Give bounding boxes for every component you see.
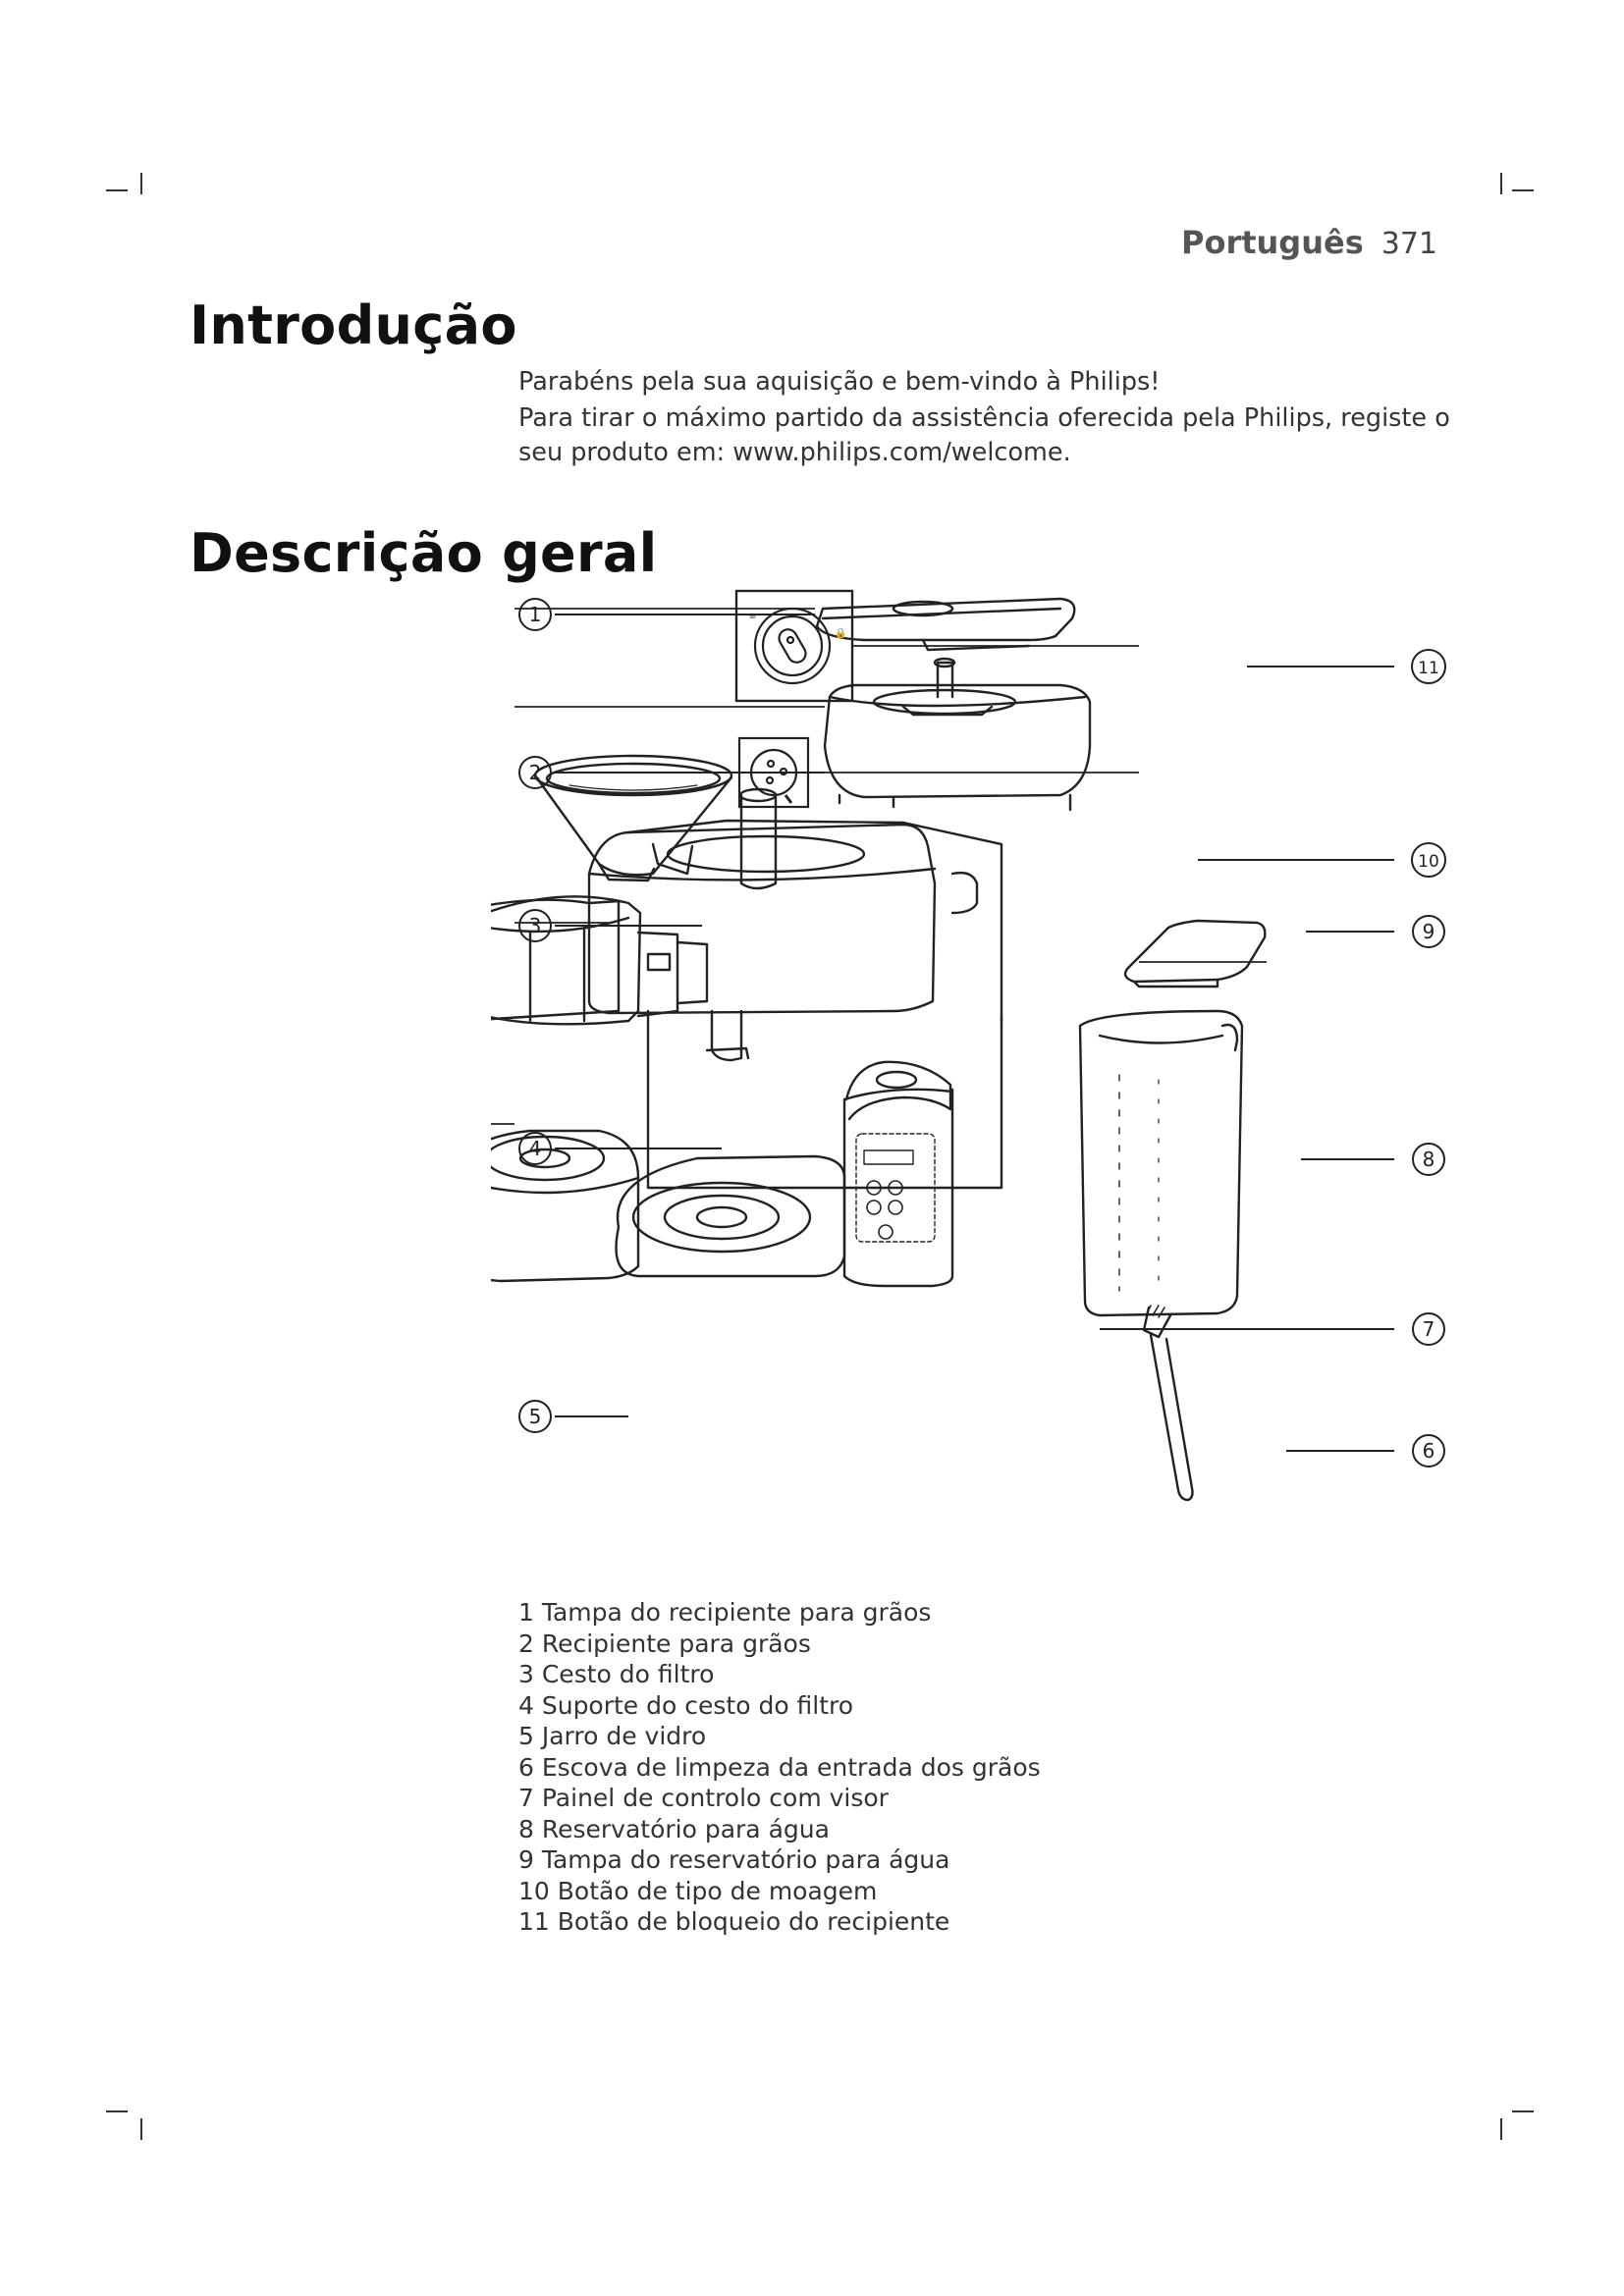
svg-text:🔒: 🔒	[835, 628, 847, 639]
crop-mark	[1500, 173, 1502, 194]
parts-list-item: 10 Botão de tipo de moagem	[518, 1876, 878, 1905]
parts-list-item: 2 Recipiente para grãos	[518, 1629, 811, 1658]
intro-title: Introdução	[189, 294, 517, 356]
crop-mark	[106, 2110, 128, 2112]
callout-number-6: 6	[1422, 1439, 1435, 1463]
callout-number-2: 2	[528, 761, 542, 784]
filter-holder	[491, 900, 619, 1021]
svg-text:☕: ☕	[748, 611, 757, 621]
intro-text	[518, 365, 1461, 470]
bean-container	[825, 659, 1090, 810]
crop-mark	[1512, 189, 1534, 191]
callout-number-3: 3	[528, 914, 542, 937]
overview-title: Descrição geral	[189, 522, 658, 584]
intro-paragraph: Parabéns pela sua aquisição e bem-vindo à Philips!	[518, 367, 1161, 397]
callout-number-7: 7	[1422, 1317, 1435, 1341]
product-diagram	[491, 589, 1473, 1531]
parts-list-item: 5 Jarro de vidro	[518, 1722, 707, 1750]
parts-list-item: 8 Reservatório para água	[518, 1814, 830, 1843]
parts-list-item: 9 Tampa do reservatório para água	[518, 1845, 950, 1874]
filter-basket	[535, 756, 731, 881]
intro-paragraph: Para tirar o máximo partido da assistência oferecida pela Philips, registe o seu produto em: www.philips.com/welcome.	[518, 403, 1450, 467]
parts-list-item: 6 Escova de limpeza da entrada dos grãos	[518, 1752, 1041, 1782]
bean-container-lid	[817, 599, 1074, 650]
crop-mark	[106, 189, 128, 191]
callout-number-9: 9	[1422, 920, 1435, 943]
crop-mark	[140, 2118, 142, 2140]
parts-list-item: 4 Suporte do cesto do filtro	[518, 1690, 854, 1720]
page-header	[1181, 224, 1437, 261]
callout-number-11: 11	[1418, 659, 1439, 678]
parts-list-item: 7 Painel de controlo com visor	[518, 1784, 889, 1812]
parts-list-item: 11 Botão de bloqueio do recipiente	[518, 1907, 950, 1936]
crop-mark	[1512, 2110, 1534, 2112]
callout-number-8: 8	[1422, 1148, 1435, 1171]
parts-list-item: 3 Cesto do filtro	[518, 1660, 715, 1688]
crop-mark	[1500, 2118, 1502, 2140]
header-language: Português	[1181, 224, 1364, 261]
parts-list	[518, 1597, 1041, 1938]
callout-number-10: 10	[1418, 852, 1439, 872]
callout-number-1: 1	[528, 603, 542, 626]
callout-number-5: 5	[528, 1405, 542, 1428]
page-number: 371	[1380, 227, 1437, 261]
callout-number-4: 4	[528, 1137, 542, 1160]
parts-list-item: 1 Tampa do recipiente para grãos	[518, 1598, 932, 1627]
crop-mark	[140, 173, 142, 194]
